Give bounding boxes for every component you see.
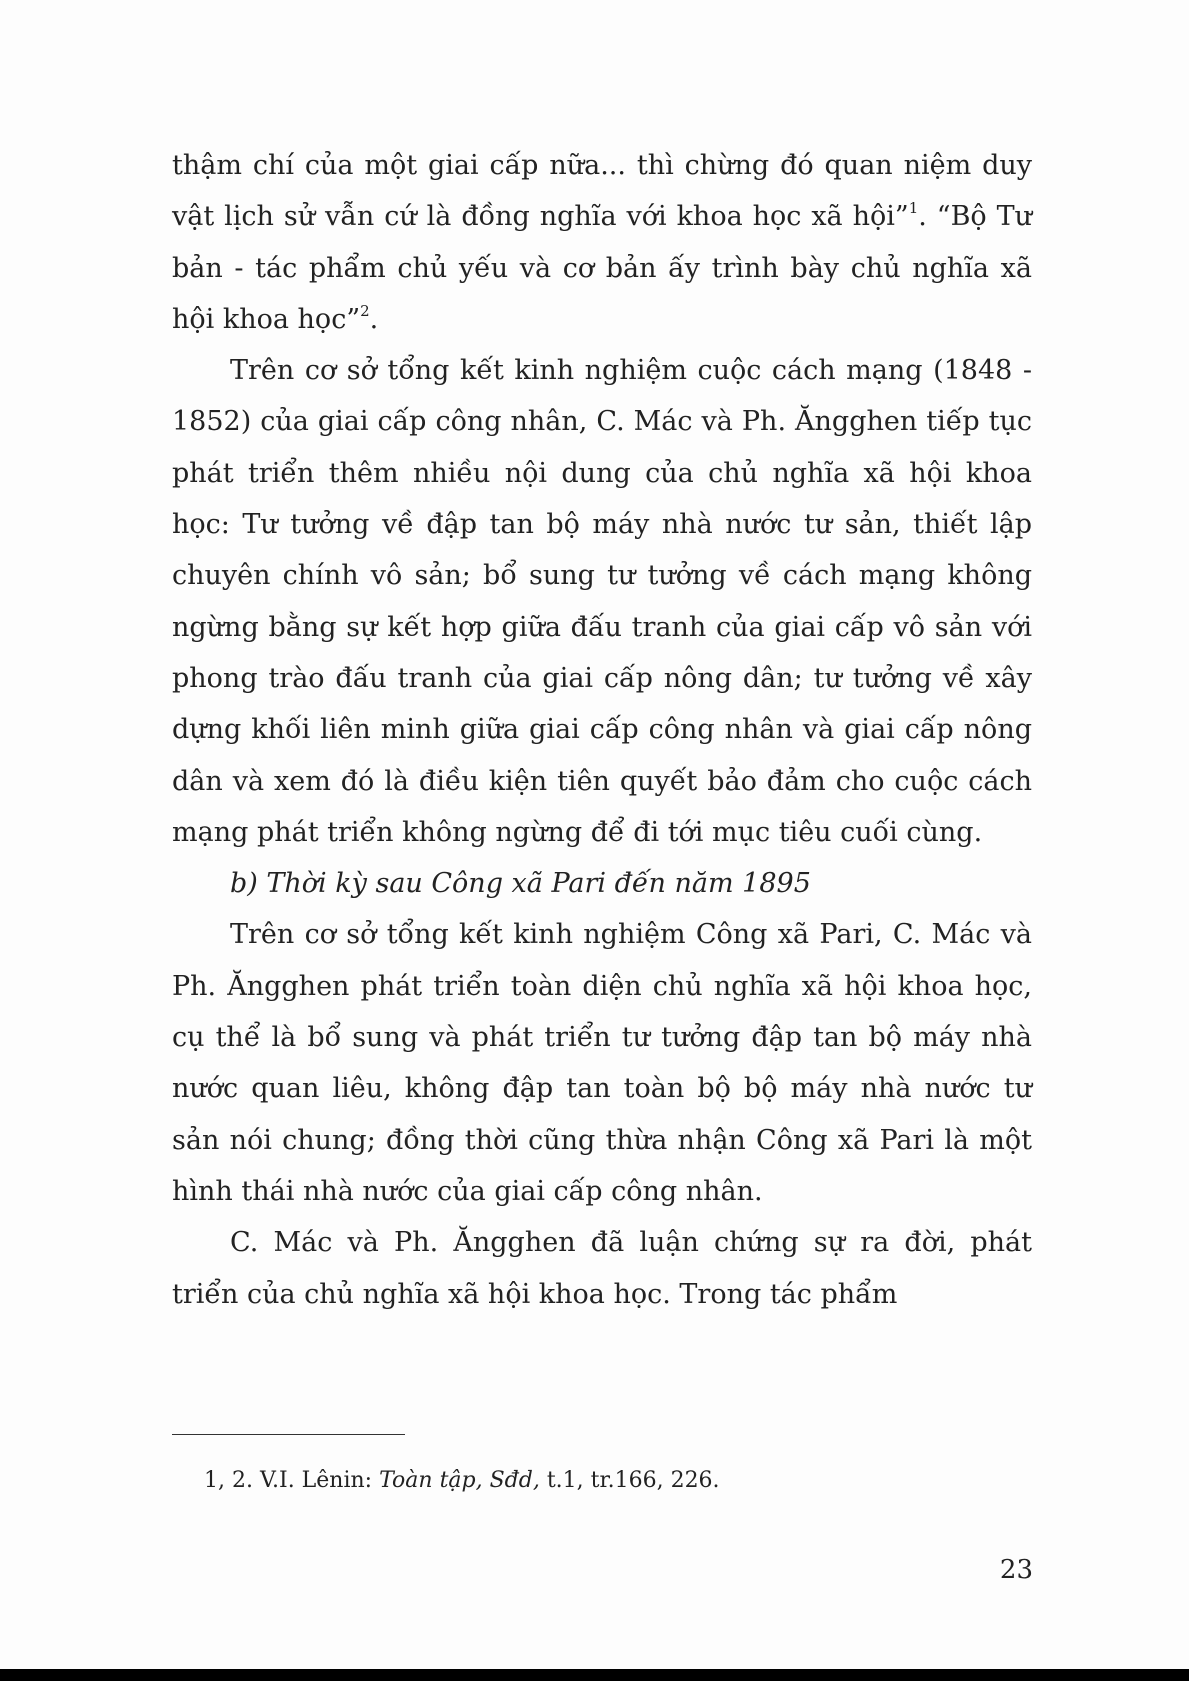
page-number: 23 [999, 1555, 1033, 1585]
paragraph-1-part-2: . “Bộ Tư bản - tác phẩm chủ yếu và cơ bản ấy trình bày chủ nghĩa xã hội khoa học” [172, 201, 1033, 335]
paragraph-continued [172, 140, 1032, 345]
footnote [204, 1466, 720, 1496]
paragraph-1-part-1: thậm chí của một giai cấp nữa... thì chừng đó quan niệm duy vật lịch sử vẫn cứ là đồng nghĩa với khoa học xã hội” [172, 150, 1032, 233]
section-heading: b) Thời kỳ sau Công xã Pari đến năm 1895 [230, 868, 811, 900]
scan-edge-bar [0, 1669, 1189, 1681]
paragraph-2: Trên cơ sở tổng kết kinh nghiệm cuộc cách mạng (1848 - 1852) của giai cấp công nhân, C. Mác và Ph. Ăngghen tiếp tục phát triển thêm nhiều nội dung của chủ nghĩa xã hội khoa học: Tư tưởng về đập tan bộ máy nhà nước tư sản, thiết lập chuyên chính vô sản; bổ sung tư tưởng về cách mạng không ngừng bằng sự kết hợp giữa đấu tranh của giai cấp vô sản với phong trào đấu tranh của giai cấp nông dân; tư tưởng về xây dựng khối liên minh giữa giai cấp công nhân và giai cấp nông dân và xem đó là điều kiện tiên quyết bảo đảm cho cuộc cách mạng phát triển không ngừng để đi tới mục tiêu cuối cùng. [172, 355, 1032, 848]
footnote-ref-1: 1 [908, 199, 919, 218]
footnote-prefix: 1, 2. V.I. Lênin: [204, 1468, 380, 1493]
paragraph-3: Trên cơ sở tổng kết kinh nghiệm Công xã Pari, C. Mác và Ph. Ăngghen phát triển toàn diện chủ nghĩa xã hội khoa học, cụ thể là bổ sung và phát triển tư tưởng đập tan bộ máy nhà nước quan liêu, không đập tan toàn bộ bộ máy nhà nước tư sản nói chung; đồng thời cũng thừa nhận Công xã Pari là một hình thái nhà nước của giai cấp công nhân. [172, 919, 1032, 1207]
footnote-title: Toàn tập, Sđd, [379, 1468, 540, 1493]
paragraph-4: C. Mác và Ph. Ăngghen đã luận chứng sự ra đời, phát triển của chủ nghĩa xã hội khoa học. Trong tác phẩm [172, 1227, 1032, 1310]
body-text [172, 140, 1032, 1320]
footnote-suffix: t.1, tr.166, 226. [539, 1468, 720, 1493]
paragraph-1-part-3: . [369, 303, 379, 335]
footnote-divider [172, 1434, 405, 1435]
footnote-ref-2: 2 [360, 301, 370, 320]
